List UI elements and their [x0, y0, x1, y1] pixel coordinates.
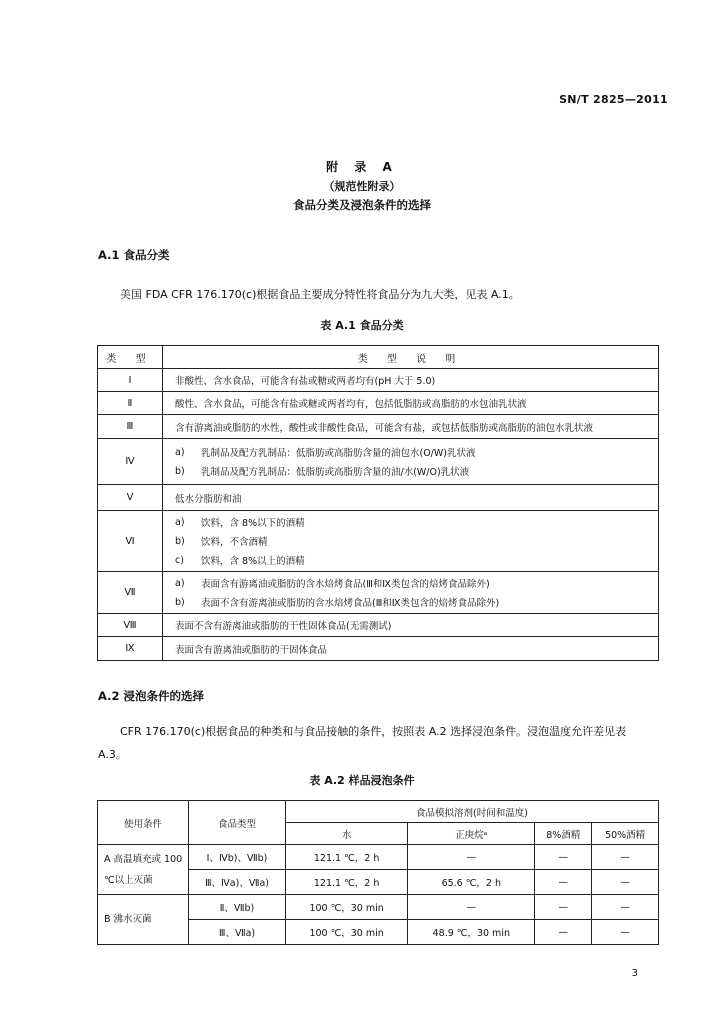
table-row: [98, 845, 659, 870]
food-type-description: [163, 439, 659, 485]
table-a1-caption: 表 A.1 食品分类: [320, 319, 404, 332]
water-cell: 100 ℃，30 min: [286, 895, 408, 920]
table-a2-caption: 表 A.2 样品浸泡条件: [309, 774, 415, 787]
heptane-cell: —: [408, 845, 535, 870]
ethanol-8-cell: —: [535, 870, 592, 895]
use-condition: A 高温填充或 100 ℃以上灭菌: [98, 845, 189, 895]
food-classification-table: [97, 345, 659, 661]
food-type-cell: Ⅲ、Ⅳa)、Ⅶa): [189, 870, 286, 895]
list-item: b) 饮料，不含酒精: [175, 535, 268, 548]
food-type: Ⅸ: [98, 637, 163, 661]
section-a1-paragraph: 美国 FDA CFR 176.170(c)根据食品主要成分特性将食品分为九大类，见表 A.1。: [120, 288, 520, 301]
ethanol-8-cell: —: [535, 920, 592, 945]
section-a2-paragraph: CFR 176.170(c)根据食品的种类和与食品接触的条件，按照表 A.2 选择浸泡条件。浸泡温度允许差见表 A.3。: [98, 725, 627, 761]
water-cell: 100 ℃，30 min: [286, 920, 408, 945]
water-cell: 121.1 ℃，2 h: [286, 845, 408, 870]
annex-subtitle: （规范性附录）: [323, 180, 401, 193]
food-type-description: 酸性、含水食品，可能含有盐或糖或两者均有，包括低脂肪或高脂肪的水包油乳状液: [163, 392, 659, 415]
ethanol-50-cell: —: [592, 920, 659, 945]
list-item: a) 饮料，含 8%以下的酒精: [175, 516, 305, 529]
food-type-cell: Ⅲ、Ⅶa): [189, 920, 286, 945]
col-header-heptane: 正庚烷ᵃ: [408, 823, 535, 845]
heptane-cell: 48.9 ℃，30 min: [408, 920, 535, 945]
heptane-cell: —: [408, 895, 535, 920]
food-type: Ⅵ: [98, 511, 163, 572]
table-row: [98, 895, 659, 920]
col-header-description: 类 型 说 明: [163, 346, 659, 369]
list-item: a) 乳制品及配方乳制品：低脂肪或高脂肪含量的油包水(O/W)乳状液: [175, 446, 476, 459]
col-header-condition: 使用条件: [98, 801, 189, 845]
food-type: Ⅴ: [98, 485, 163, 511]
food-type-description: [163, 572, 659, 614]
heptane-cell: 65.6 ℃，2 h: [408, 870, 535, 895]
ethanol-50-cell: —: [592, 870, 659, 895]
page-number: 3: [631, 968, 638, 979]
col-header-type: 类 型: [98, 346, 163, 369]
food-type-cell: Ⅰ、Ⅳb)、Ⅶb): [189, 845, 286, 870]
list-item: a) 表面含有游离油或脂肪的含水焙烤食品(Ⅲ和Ⅸ类包含的焙烤食品除外): [175, 577, 490, 590]
ethanol-8-cell: —: [535, 895, 592, 920]
col-header-simulant-group: 食品模拟溶剂(时间和温度): [286, 801, 659, 823]
food-type: Ⅶ: [98, 572, 163, 614]
annex-label: 附 录 A: [326, 160, 398, 174]
use-condition: B 沸水灭菌: [98, 895, 189, 945]
food-type: Ⅲ: [98, 415, 163, 439]
food-type-description: [163, 511, 659, 572]
annex-title: 食品分类及浸泡条件的选择: [293, 198, 431, 212]
food-type-description: 非酸性、含水食品，可能含有盐或糖或两者均有(pH 大于 5.0): [163, 369, 659, 392]
food-type: Ⅳ: [98, 439, 163, 485]
ethanol-50-cell: —: [592, 845, 659, 870]
col-header-ethanol-50: 50%酒精: [592, 823, 659, 845]
food-type: Ⅰ: [98, 369, 163, 392]
col-header-food-type: 食品类型: [189, 801, 286, 845]
list-item: c) 饮料，含 8%以上的酒精: [175, 554, 305, 567]
standard-code: SN/T 2825—2011: [559, 93, 668, 106]
food-type-description: 低水分脂肪和油: [163, 485, 659, 511]
food-type-description: 含有游离油或脂肪的水性，酸性或非酸性食品，可能含有盐，或包括低脂肪或高脂肪的油包水乳状液: [163, 415, 659, 439]
list-item: b) 乳制品及配方乳制品：低脂肪或高脂肪含量的油/水(W/O)乳状液: [175, 465, 470, 478]
soaking-conditions-table: [97, 800, 659, 945]
food-type: Ⅱ: [98, 392, 163, 415]
list-item: b) 表面不含有游离油或脂肪的含水焙烤食品(Ⅲ和Ⅸ类包含的焙烤食品除外): [175, 596, 500, 609]
food-type: Ⅷ: [98, 614, 163, 637]
ethanol-50-cell: —: [592, 895, 659, 920]
food-type-description: 表面不含有游离油或脂肪的干性固体食品(无需测试): [163, 614, 659, 637]
col-header-water: 水: [286, 823, 408, 845]
col-header-ethanol-8: 8%酒精: [535, 823, 592, 845]
water-cell: 121.1 ℃，2 h: [286, 870, 408, 895]
section-a2-heading: A.2 浸泡条件的选择: [98, 689, 204, 703]
ethanol-8-cell: —: [535, 845, 592, 870]
food-type-description: 表面含有游离油或脂肪的干固体食品: [163, 637, 659, 661]
food-type-cell: Ⅱ、Ⅶb): [189, 895, 286, 920]
section-a1-heading: A.1 食品分类: [98, 248, 170, 262]
